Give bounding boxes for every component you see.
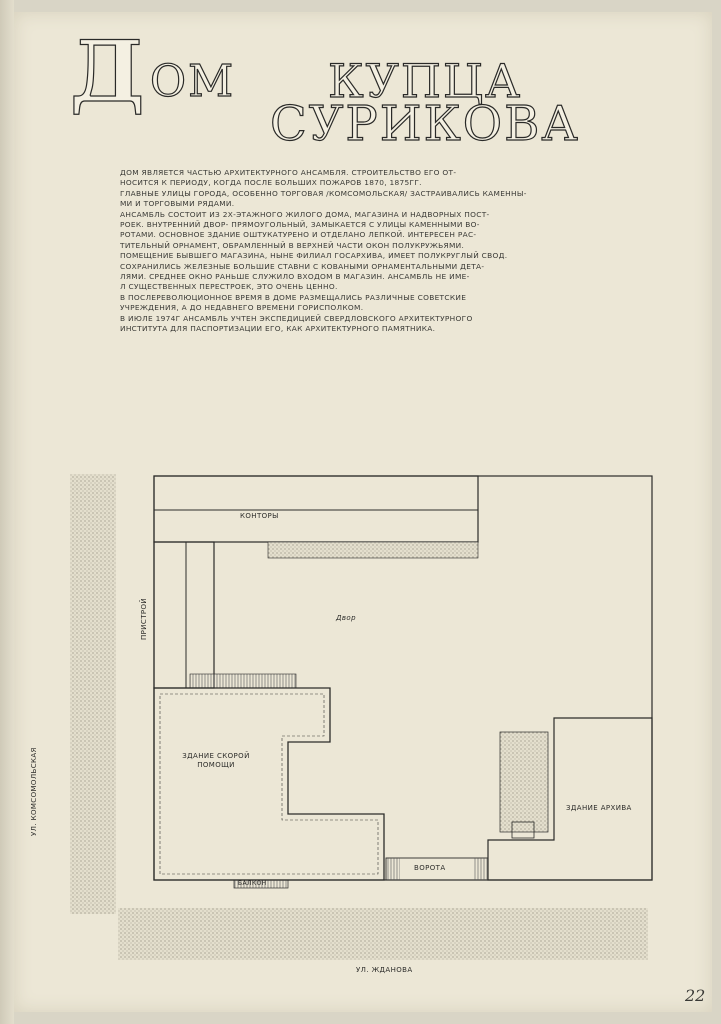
street-left-strip xyxy=(70,474,116,914)
title-initial-letter: Д xyxy=(70,22,147,121)
text-line: РОЕК. ВНУТРЕННИЙ ДВОР- ПРЯМОУГОЛЬНЫЙ, ЗАМЫКАЕТСЯ С УЛИЦЫ КАМЕННЫМИ ВО- xyxy=(120,220,480,230)
title-word-2: КУПЦА xyxy=(328,54,522,108)
archive-court xyxy=(500,732,548,832)
gate-label: ВОРОТА xyxy=(414,864,446,872)
page-number: 22 xyxy=(685,986,706,1005)
text-line: АНСАМБЛЬ СОСТОИТ ИЗ 2Х-ЭТАЖНОГО ЖИЛОГО ДОМА, МАГАЗИНА И НАДВОРНЫХ ПОСТ- xyxy=(120,209,490,219)
text-line: МИ И ТОРГОВЫМИ РЯДАМИ. xyxy=(120,199,235,209)
ambulance-building xyxy=(154,688,384,880)
text-line: Л СУЩЕСТВЕННЫХ ПЕРЕСТРОЕК, ЭТО ОЧЕНЬ ЦЕННО. xyxy=(120,282,338,292)
ambulance-inner-outline xyxy=(160,694,378,874)
text-line: УЧРЕЖДЕНИЯ, А ДО НЕДАВНЕГО ВРЕМЕНИ ГОРИСПОЛКОМ. xyxy=(120,303,364,313)
street-left-label: УЛ. КОМСОМОЛЬСКАЯ xyxy=(30,747,38,836)
text-line: РОТАМИ. ОСНОВНОЕ ЗДАНИЕ ОШТУКАТУРЕНО И ОТДЕЛАНО ЛЕПКОЙ. ИНТЕРЕСЕН РАС- xyxy=(120,230,477,240)
text-line: ТИТЕЛЬНЫЙ ОРНАМЕНТ, ОБРАМЛЕННЫЙ В ВЕРХНЕЙ ЧАСТИ ОКОН ПОЛУКРУЖЬЯМИ. xyxy=(120,240,465,250)
balcony-label: БАЛКОН xyxy=(238,880,267,887)
text-line: НОСИТСЯ К ПЕРИОДУ, КОГДА ПОСЛЕ БОЛЬШИХ ПОЖАРОВ 1870, 1875ГГ. xyxy=(120,178,422,188)
archive-label: ЗДАНИЕ АРХИВА xyxy=(566,804,632,812)
ambulance-label: ЗДАНИЕ СКОРОЙ ПОМОЩИ xyxy=(182,752,250,769)
text-line: ЛЯМИ. СРЕДНЕЕ ОКНО РАНЬШЕ СЛУЖИЛО ВХОДОМ В МАГАЗИН. АНСАМБЛЬ НЕ ИМЕ- xyxy=(120,272,470,282)
street-bottom-strip xyxy=(118,908,648,960)
text-line: ДОМ ЯВЛЯЕТСЯ ЧАСТЬЮ АРХИТЕКТУРНОГО АНСАМБЛЯ. СТРОИТЕЛЬСТВО ЕГО ОТ- xyxy=(120,168,457,177)
annex-building xyxy=(154,542,214,688)
text-line: ИНСТИТУТА ДЛЯ ПАСПОРТИЗАЦИИ ЕГО, КАК АРХИТЕКТУРНОГО ПАМЯТНИКА. xyxy=(120,324,436,334)
title-word-3: СУРИКОВА xyxy=(270,96,580,152)
text-line: ПОМЕЩЕНИЕ БЫВШЕГО МАГАЗИНА, НЫНЕ ФИЛИАЛ ГОСАРХИВА, ИМЕЕТ ПОЛУКРУГЛЫЙ СВОД. xyxy=(120,251,508,261)
office-label: КОНТОРЫ xyxy=(240,512,279,520)
text-line: В ПОСЛЕРЕВОЛЮЦИОННОЕ ВРЕМЯ В ДОМЕ РАЗМЕЩАЛИСЬ РАЗЛИЧНЫЕ СОВЕТСКИЕ xyxy=(120,292,467,302)
yard-label: Двор xyxy=(336,614,356,622)
text-line: В ИЮЛЕ 1974Г АНСАМБЛЬ УЧТЕН ЭКСПЕДИЦИЕЙ СВЕРДЛОВСКОГО АРХИТЕКТУРНОГО xyxy=(120,313,473,323)
office-strip xyxy=(268,542,478,558)
street-bottom-label: УЛ. ЖДАНОВА xyxy=(356,966,413,974)
annex-label: ПРИСТРОЙ xyxy=(140,597,148,640)
text-line: ГЛАВНЫЕ УЛИЦЫ ГОРОДА, ОСОБЕННО ТОРГОВАЯ /КОМСОМОЛЬСКАЯ/ ЗАСТРАИВАЛИСЬ КАМЕННЫ- xyxy=(120,188,527,198)
office-building xyxy=(154,476,478,542)
annex-stairs xyxy=(190,674,296,688)
title-word-1: ОМ xyxy=(150,56,236,107)
text-line: СОХРАНИЛИСЬ ЖЕЛЕЗНЫЕ БОЛЬШИЕ СТАВНИ С КОВАНЫМИ ОРНАМЕНТАЛЬНЫМИ ДЕТА- xyxy=(120,261,485,271)
